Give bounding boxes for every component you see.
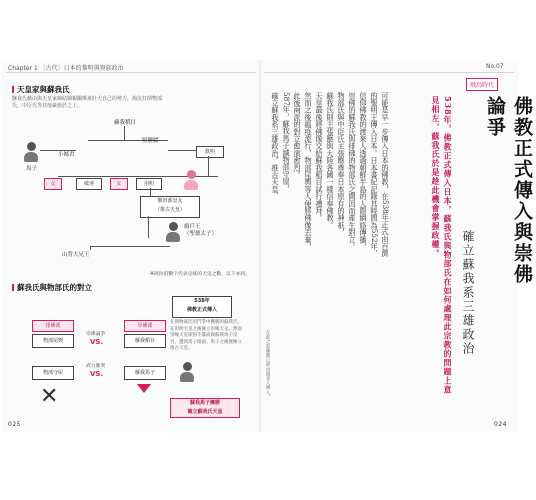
row1-right: 蘇我稻目 <box>124 334 166 348</box>
conflict-result-box: 蘇我馬子擁勝 確立蘇我氏天皇 <box>170 398 240 418</box>
node-kinmei: 欽明 <box>196 146 224 158</box>
pro-buddhism-label: 崇佛派 <box>124 320 166 332</box>
article-title: 佛教正式傳入與崇佛論爭 <box>484 96 533 285</box>
body-column-2: 的聖明王傳入日本。日本書紀記錄其時間為552年， <box>370 92 379 257</box>
body-column-9: 此後兩派的對立愈演愈烈。 <box>293 92 302 179</box>
family-tree-note: ※阿拉伯數字代表皇統的天皇之數，以下亦同。 <box>150 272 250 277</box>
node-oanegimi: 小姊君 <box>58 152 75 158</box>
body-column-8: 然而之後瘟疫流行，物部尾輿等人便將佛像丟棄， <box>304 92 313 251</box>
left-page-header: Chapter 1 〔古代〕日本的黎明與貴族政治 <box>8 65 124 72</box>
row2-left: 物部守屋 <box>32 366 74 380</box>
body-column-4: 崇佛的蘇我氏與排佛的物部氏之間因而產生對立。 <box>348 92 357 251</box>
article-subtitle: 確立蘇我系三雄政治 <box>461 230 475 356</box>
margin-note: 在此之前佛教已經由渡來人傳入。 <box>265 330 270 399</box>
row2-middle: 武力衝突 <box>86 364 106 369</box>
buddhism-arrival-callout: 538年 佛教正式傳入 <box>172 296 232 318</box>
node-female-2: 女 <box>110 178 128 190</box>
umako-victor-figure <box>180 362 194 382</box>
article-lead: 538年，佛教正式傳入日本，蘇我氏與物部氏在如何處理此宗教的問題上意見相左，蘇我氏於是趁此機會掌握政權。 <box>431 96 453 395</box>
row1-middle: 崇佛論爭 <box>86 332 106 337</box>
tree-line <box>168 150 196 151</box>
vs-label-1: VS. <box>90 338 104 346</box>
shotoku-figure <box>166 222 180 242</box>
body-column-7: 天皇最後將佛像交給蘇我稻目試行禮拜。 <box>315 92 324 222</box>
defeat-x-icon: ✕ <box>40 384 59 409</box>
row2-right: 蘇我馬子 <box>124 366 166 380</box>
tree-line <box>150 188 151 196</box>
vs-label-2: VS. <box>90 370 104 378</box>
body-column-5: 物部氏與中臣氏主張應尊奉日本原有的神祇， <box>337 92 346 236</box>
node-shotoku: 廄戶王 （聖德太子） <box>184 224 218 237</box>
body-column-10: 587年，蘇我馬子滅物部守屋， <box>282 92 291 193</box>
node-female-1: 女 <box>44 178 62 190</box>
tree-line <box>148 216 149 238</box>
conflict-section-title-text: 蘇我氏與物部氏的對立 <box>17 283 92 292</box>
left-header-rule <box>6 72 256 73</box>
victory-arrow <box>137 384 151 393</box>
node-yamashiro: 山背大兄王 <box>62 252 90 258</box>
left-page-number: 025 <box>8 421 21 428</box>
node-bidatsu: 敏達 <box>76 178 102 190</box>
right-page-header: No.07 <box>486 63 504 70</box>
family-section-title <box>12 84 70 95</box>
family-section-title-text: 天皇家與蘇我氏 <box>17 85 70 94</box>
umako-figure <box>24 142 38 162</box>
era-tag: 飛鳥時代 <box>466 78 498 91</box>
body-column-6: 蘇我氏則主張應與大陸各國一樣信奉佛教。 <box>326 92 335 229</box>
tree-line <box>90 246 170 247</box>
body-column-1: 可能是早一步傳入日本的佛教，在538年正式由百濟 <box>381 92 390 257</box>
family-section-intro: 蘇我氏藉由與天皇家締結姻親關係來壯大自己的勢力，淘汰打倒物部氏，中臣氏等其他豪族於之上。 <box>12 96 163 109</box>
conflict-section-title <box>12 282 92 293</box>
tree-line <box>124 126 125 140</box>
anti-buddhism-label: 排佛派 <box>32 320 74 332</box>
node-umako: 馬子 <box>26 166 38 172</box>
tree-line <box>208 156 209 176</box>
node-suiko-empress: 額田部皇女 （推古天皇） <box>140 196 200 218</box>
node-soga-iname: 蘇我稻目 <box>114 120 137 126</box>
suiko-figure <box>184 170 198 190</box>
tree-line <box>40 150 76 151</box>
node-yomei: 用明 <box>136 178 162 190</box>
node-kitashihime: 堅鹽媛 <box>142 138 159 144</box>
body-column-3: 信仰佛教的渡來人透過朝鮮半島的人際網絡傳播， <box>359 92 368 251</box>
right-header-rule <box>264 72 514 73</box>
right-page-number: 024 <box>494 421 507 428</box>
row1-left: 物部尾輿 <box>32 334 74 348</box>
body-column-11: 確立蘇我系三雄政治，推古天皇、 <box>271 92 280 200</box>
conflict-result-text: 在與物部氏的鬥爭中獲勝的蘇我氏，在用明天皇之後擁立崇峻天皇。然而崇峻天皇卻因不滿而與蘇我馬子反目，遭到馬子暗殺。馬子之後便擁立推古天皇。 <box>170 320 242 351</box>
